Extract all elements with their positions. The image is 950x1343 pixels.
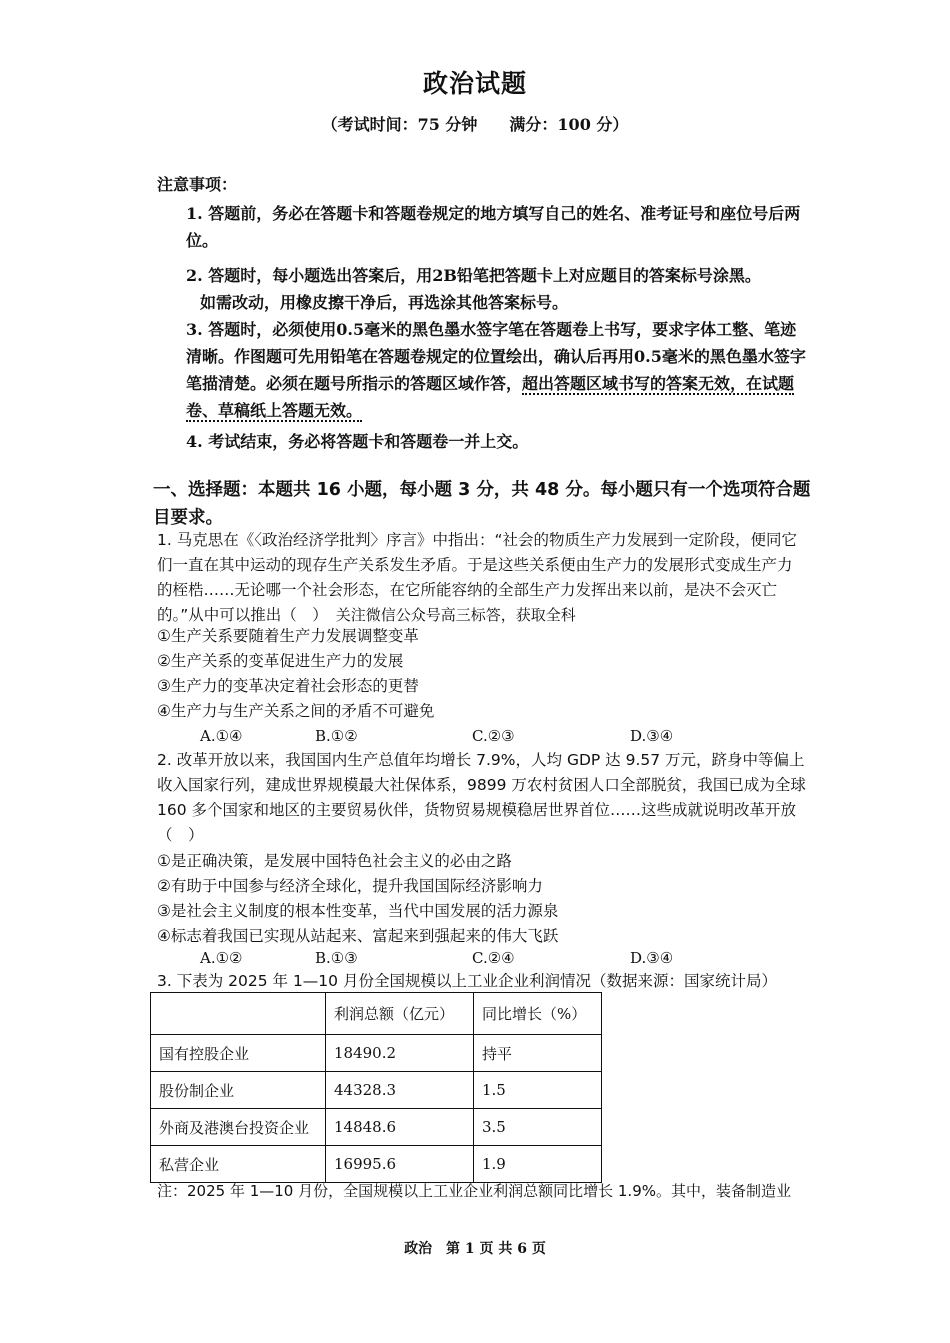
table-header-row: [151, 993, 602, 1035]
notice-heading: 注意事项：: [157, 175, 238, 194]
notice-item-2-cont: 如需改动，用橡皮擦干净后，再选涂其他答案标号。: [200, 293, 569, 312]
exam-info: [0, 112, 950, 135]
profit-table: [150, 992, 602, 1183]
table-cell: 16995.6: [326, 1146, 474, 1183]
q2-statement-4: ④标志着我国已实现从站起来、富起来到强起来的伟大飞跃: [157, 927, 559, 945]
table-cell: 44328.3: [326, 1072, 474, 1109]
table-row: [151, 1035, 602, 1072]
q1-choice-c[interactable]: C.②③: [472, 727, 515, 745]
notice-item-3-emphasis: 超出答题区域书写的答案无效，在试题卷、草稿纸上答题无效。: [186, 374, 795, 420]
table-note: 注：2025 年 1—10 月份，全国规模以上工业企业利润总额同比增长 1.9%。其中，装备制造业: [157, 1182, 791, 1200]
notice-item-4: 4. 考试结束，务必将答题卡和答题卷一并上交。: [186, 432, 529, 451]
q1-choice-a[interactable]: A.①④: [200, 727, 243, 745]
exam-time: （考试时间：75 分钟: [321, 115, 478, 134]
question-3-stem: 3. 下表为 2025 年 1—10 月份全国规模以上工业企业利润情况（数据来源：国家统计局）: [157, 972, 777, 990]
table-header-cell: 同比增长（%）: [474, 993, 602, 1035]
table-cell: 1.9: [474, 1146, 602, 1183]
notice-item-3: [186, 316, 806, 424]
notice-item-3-text: 3. 答题时，必须使用0.5毫米的黑色墨水签字笔在答题卷上书写，要求字体工整、笔迹清晰。作图题可先用铅笔在答题卷规定的位置绘出，确认后再用0.5毫米的黑色墨水签字笔描清楚。必须在题号所指示的答题区域作答，: [186, 320, 806, 393]
table-cell: 外商及港澳台投资企业: [151, 1109, 326, 1146]
exam-score: 满分：100 分）: [509, 115, 629, 134]
q2-statement-3: ③是社会主义制度的根本性变革，当代中国发展的活力源泉: [157, 902, 559, 920]
q1-statement-1: ①生产关系要随着生产力发展调整变革: [157, 627, 419, 645]
page-title: 政治试题: [422, 69, 527, 98]
page-footer: 政治 第 1 页 共 6 页: [404, 1241, 546, 1257]
q2-choice-d[interactable]: D.③④: [630, 949, 674, 967]
section-heading: 一、选择题：本题共 16 小题，每小题 3 分，共 48 分。每小题只有一个选项符合题目要求。: [153, 480, 811, 528]
table-cell: 国有控股企业: [151, 1035, 326, 1072]
q2-statement-2: ②有助于中国参与经济全球化，提升我国国际经济影响力: [157, 877, 543, 895]
table-header-cell: [151, 993, 326, 1035]
table-row: [151, 1072, 602, 1109]
question-1-stem: [157, 528, 807, 628]
watermark-text: 关注微信公众号高三标答，获取全科: [335, 606, 576, 624]
table-header-cell: 利润总额（亿元）: [326, 993, 474, 1035]
notice-item-1: 1. 答题前，务必在答题卡和答题卷规定的地方填写自己的姓名、准考证号和座位号后两位。: [186, 204, 801, 250]
table-row: [151, 1109, 602, 1146]
q1-choice-d[interactable]: D.③④: [630, 727, 674, 745]
q2-choice-a[interactable]: A.①②: [200, 949, 243, 967]
q1-statement-4: ④生产力与生产关系之间的矛盾不可避免: [157, 702, 435, 720]
table-cell: 14848.6: [326, 1109, 474, 1146]
q2-choice-b[interactable]: B.①③: [315, 949, 358, 967]
notice-item-2: 2. 答题时，每小题选出答案后，用2B铅笔把答题卡上对应题目的答案标号涂黑。: [186, 266, 761, 285]
q1-statement-2: ②生产关系的变革促进生产力的发展: [157, 652, 404, 670]
table-cell: 持平: [474, 1035, 602, 1072]
question-1-text: 1. 马克思在《〈政治经济学批判〉序言》中指出：“社会的物质生产力发展到一定阶段，便同它们一直在其中运动的现存生产关系发生矛盾。于是这些关系便由生产力的发展形式变成生产力的桎梏……无论哪一个社会形态，在它所能容纳的全部生产力发挥出来以前，是决不会灭亡的。”从中可以推出（ ）: [157, 531, 797, 624]
q1-choice-b[interactable]: B.①②: [315, 727, 358, 745]
q2-choice-c[interactable]: C.②④: [472, 949, 515, 967]
table-cell: 私营企业: [151, 1146, 326, 1183]
q2-statement-1: ①是正确决策，是发展中国特色社会主义的必由之路: [157, 852, 512, 870]
q1-statement-3: ③生产力的变革决定着社会形态的更替: [157, 677, 419, 695]
table-row: [151, 1146, 602, 1183]
table-cell: 1.5: [474, 1072, 602, 1109]
table-cell: 3.5: [474, 1109, 602, 1146]
question-2-stem: 2. 改革开放以来，我国国内生产总值年均增长 7.9%，人均 GDP 达 9.57 万元，跻身中等偏上收入国家行列，建成世界规模最大社保体系，9899 万农村贫困人口全部脱贫，我国已成为全球 160 多个国家和地区的主要贸易伙伴，货物贸易规模稳居世界首位……这些成就说明改革开放（ ）: [157, 751, 806, 844]
table-cell: 18490.2: [326, 1035, 474, 1072]
table-cell: 股份制企业: [151, 1072, 326, 1109]
